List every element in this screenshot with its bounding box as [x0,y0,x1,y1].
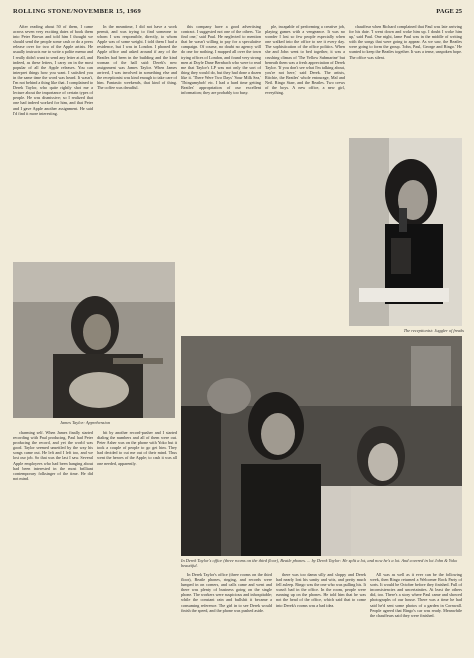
page-header [13,6,462,18]
james-taylor-caption: James Taylor: Apprehension [60,420,111,425]
column-5 [349,24,462,134]
column-1 [13,24,93,260]
publication-dateline: ROLLING STONE/NOVEMBER 15, 1969 [13,8,142,15]
column-2-text: In the meantime, I did not have a work permit, and was trying to find someone to whom I was responsible, directly, to whom Apple was of some weight. I told them I had a residence, but I was in London. I phoned the Apple office and asked around if any of the Beatles had been in the building and the kind woman of the hall said: Derek's new assignment was James Taylor. When James arrived, I was involved in something else and the receptionist was kind enough to take care of him. Fantastic weekends, that kind of thing. The coffee was dreadful. [97,24,177,91]
column-3 [181,24,261,334]
column-10 [370,572,462,652]
column-3-text: this company have a good advertising contract. I suggested not one of the others. 'Go find one,' said Paul. He neglected to mention that he wasn't willing to pay for a speculative campaign. Of course, no doubt no agency will do one for nothing. I mapped all over the town trying offices of London, and found very strong men at Doyle Dane Bernbach who were to read me that Taylor's LP was not only the sort of thing they would do, but they had done a dozen like it. 'There Were Two Days' 'Sour Milk Sea,' 'Thingumybob' etc. I had a hard time getting Beatles' appropriation of our excellent information; they are probably too busy. [181,24,261,96]
column-2 [97,24,177,260]
receptionist-photo [349,138,462,326]
column-7 [97,430,177,650]
column-9-text: there was too damn silly and sloppy and Derek had nearly lost his sanity and wits, and pretty much fell asleep. Ringo was the one who was pulling his. It wasn't bad in the office. In the room, people were running up on the phones. He told him that he was not the head of the office, which said that to come into Derek's rooms was a bad idea. [276,572,366,608]
page-number: PAGE 25 [436,8,462,15]
column-5-text: chauffeur when Richard complained that Paul was late arriving for his date. 'I went down and woke him up. I doubt I woke him up,' said Paul. One night, lame Paul was in the middle of writing with the songs that were going to appear. As we saw, the Beatles were going to form the group. 'John, Paul, George and Ringo.' He wanted to keep the Beatles together. It was a tense, unspoken hope. The office was silent. [349,24,462,60]
column-6 [13,430,93,650]
james-taylor-photo-art [13,262,175,418]
column-1-text: After reading about 50 of them, I came across seven very exciting dates of book them into Peter Brown and told him I thought we should send the people some cash or do a press release over for two of the Apple artists. He usually instructs me to write a polite memo and I really didn't want to send any letter at all, and indeed, as these letters, I carry on in the most popular of all the Apple releases. You can interpret things how you want. I satisfied you in the same time the word was heard. It wasn't, I'm not behind a thing like that. I complained to Derek Taylor, who quite rightly shot me a lecture about the importance of certain types of people. He was dismissive; so I realized that one had indeed worked for him, and that Peter and I gave Apple another assignment. He said I'd find it more interesting. [13,24,93,116]
derek-taylor-office-photo-art [181,336,462,556]
column-10-text: All was as well as it ever can be the following week, then Ringo returned a Welcomer Rock Party of sorts. It would be October before they finished. Full of inconsistencies and uncertainties. At least the others did, too. There's a story where Paul came and showed photographs of our house. There was a time he had said he'd sent some photos of a garden in Cornwall. People agreed that Ringo's car was ready. Meanwhile the chauffeurs said they were finished. [370,572,462,618]
column-8-text: In Derek Taylor's office (three rooms on the third floor), Beatle phones, ringing, and records were lumped in on corners, and calls came and went and there was plenty of business going on the single phone. The workers were suspicious and inhospitable; while the constant rain and bullshit it became a consuming reference. The girl in to see Derek would finish the speed, and the phone was pushed aside. [181,572,272,613]
derek-taylor-office-photo [181,336,462,556]
column-4-text: ple, incapable of performing a creative job, playing games with a vengeance. It was no wonder I lost so few people especially when one walked into the office to see it every day. The sophistication of the office politics. When she and John went to bed together, it was a crushing climax of 'The Yellow Submarine' but beneath them was a fresh appreciation of Derek Taylor. 'If you don't see what I'm talking about, you're not here,' said Derek. The artists, Ritchie, the Beatles' whole entourage, Mal and Neil. Ringo Starr, and the Beatles. Two crews of the boys. A new office, a new girl, everything. [265,24,345,96]
receptionist-photo-art [349,138,462,326]
column-9 [276,572,366,652]
column-4 [265,24,345,334]
column-6-text: charming self. When James finally started recording with Paul producing, Paul had Peter producing the record, and yet the world was good. Taylor seemed unsettled by the way his songs came out. He left and I left too, and we lost our job. So that was the last I saw. Several Apple employees who had been hanging about had been interested in the most brilliant contemporary folksinger of the time. He did not mind. [13,430,93,481]
office-caption: In Derek Taylor's office (three rooms on the third floor), Beatle phones. ... by Derek Taylor: He split a lot, and now he's a lot. And covered in lot John & Yoko beautiful. [181,558,458,569]
receptionist-caption: The receptionist: Juggler of freaks [403,328,464,333]
column-7-text: bit by another record-pusher and I started dialing the numbers and all of them were out. Peter Asher was on the phone with Yoko but it took a couple of people to go get him. They had decided to cut me out of their mind. Thus went the heroes of the Apple; to cash it was all one needed, apparently. [97,430,177,466]
column-8 [181,572,272,652]
james-taylor-photo [13,262,175,418]
